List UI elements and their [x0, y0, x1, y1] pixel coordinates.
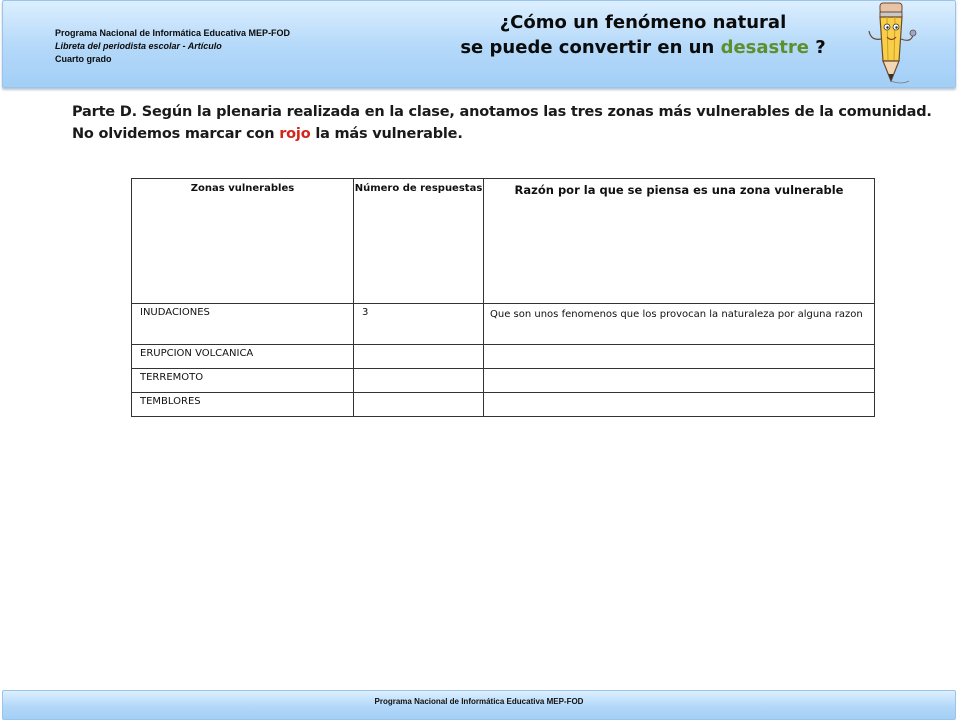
zone-cell: INUDACIONES [132, 304, 354, 345]
title-line-2-prefix: se puede convertir en un [460, 37, 721, 58]
instructions-after: la más vulnerable. [310, 126, 463, 142]
header-zones: Zonas vulnerables [132, 179, 354, 304]
title-line-2-suffix: ? [808, 37, 826, 58]
responses-cell [354, 345, 484, 369]
table-header-row [132, 179, 875, 304]
reason-cell [484, 369, 875, 393]
instructions-highlight: rojo [279, 126, 311, 142]
instructions-text [72, 101, 932, 145]
zone-cell: TERREMOTO [132, 369, 354, 393]
table-row [132, 393, 875, 417]
header-info [55, 27, 290, 66]
header-banner [2, 0, 956, 88]
header-responses: Número de respuestas [354, 179, 484, 304]
page-title [423, 10, 863, 60]
vulnerable-zones-table [131, 178, 875, 417]
header-reason: Razón por la que se piensa es una zona vulnerable [484, 179, 875, 304]
title-line-2 [423, 35, 863, 60]
table-row [132, 304, 875, 345]
responses-cell [354, 369, 484, 393]
title-line-1: ¿Cómo un fenómeno natural [499, 12, 787, 33]
zone-cell: ERUPCION VOLCANICA [132, 345, 354, 369]
responses-cell: 3 [354, 304, 484, 345]
table-row [132, 369, 875, 393]
instructions-before: Parte D. Según la plenaria realizada en la clase, anotamos las tres zonas más vulnerables de la comunidad. No olvidemos marcar con [72, 104, 932, 142]
zone-cell: TEMBLORES [132, 393, 354, 417]
title-accent-word: desastre [720, 37, 809, 58]
responses-cell [354, 393, 484, 417]
reason-cell [484, 393, 875, 417]
reason-cell: Que son unos fenomenos que los provocan la naturaleza por alguna razon [484, 304, 875, 345]
pencil-mascot-icon [861, 1, 925, 89]
program-name: Programa Nacional de Informática Educativa MEP-FOD [55, 28, 291, 38]
footer-banner [2, 690, 956, 720]
table-row [132, 345, 875, 369]
footer-text: Programa Nacional de Informática Educativa MEP-FOD [374, 697, 584, 706]
notebook-subtitle: Libreta del periodista escolar - Artículo [55, 41, 222, 51]
grade-label: Cuarto grado [55, 54, 112, 64]
reason-cell [484, 345, 875, 369]
